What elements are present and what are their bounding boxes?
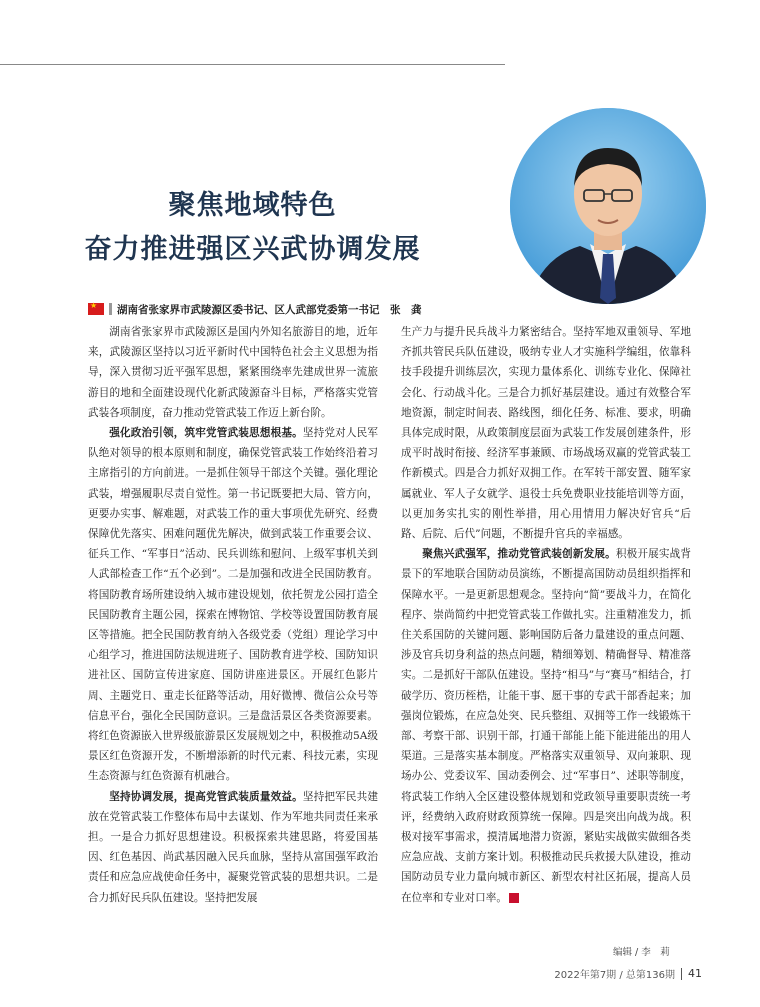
section3-text: 积极开展实战背景下的军地联合国防动员演练，不断提高国防动员组织指挥和保障水平。一是更新思想观念。坚持向“简”要战斗力，在简化程序、崇尚简约中把党管武装工作做扎实。注重精准发力，抓住关系国防的关键问题、影响国防后备力量建设的重点问题、涉及官兵切身利益的热点问题，精细筹划、精确督导、精准落实。二是抓好干部队伍建设。坚持“相马”与“赛马”相结合，打破学历、资历桎梏，让能干事、愿干事的专武干部香起来；加强岗位锻炼，在应急处突、民兵整组、双拥等工作一线锻炼干部、考察干部、识别干部，打通干部能上能下能进能出的用人渠道。三是落实基本制度。严格落实双重领导、双向兼职、现场办公、党委议军、国动委例会、过“军事日”、述职等制度，将武装工作纳入全区建设整体规划和党政领导重要职责统一考评，经费纳入政府财政预算统一保障。四是突出向战为战。积极对接军事需求，摸清属地潜力资源，紧贴实战做实做细各类应急应战、支前方案计划。积极推动民兵救援大队建设，推动国防动员专业力量向城市新区、新型农村社区拓展，提高人员在位率和专业对口率。 <box>401 548 692 904</box>
paragraph-section2 <box>88 787 378 908</box>
section1-text: 坚持党对人民军队绝对领导的根本原则和制度，确保党管武装工作始终沿着习主席指引的方向前进。一是抓住领导干部这个关键。强化理论武装，增强履职尽责自觉性。第一书记既要把大局、管方向，更要办实事、解难题，对武装工作的重大事项优先研究、经费保障优先落实、困难问题优先解决，做到武装工作重要会议、征兵工作、“军事日”活动、民兵训练和慰问、上级军事机关到人武部检查工作“五个必到”。二是加强和改进全民国防教育。将国防教育场所建设纳入城市建设规划，依托贺龙公园打造全民国防教育主题公园，探索在博物馆、学校等设置国防教育展区等措施。把全民国防教育纳入各级党委（党组）理论学习中心组学习，推进国防法规进班子、国防教育进学校、国防知识进社区、国防宣传进家庭、国防讲座进景区。开展红色影片周、主题党日、重走长征路等活动，用好微博、微信公众号等信息平台，强化全民国防意识。三是盘活景区各类资源要素。将红色资源嵌入世界级旅游景区发展规划之中，积极推动5A级景区红色资源开发，不断增添新的时代元素、科技元素，实现生态资源与红色资源有机融合。 <box>88 427 379 783</box>
article-title-line2: 奋力推进强区兴武协调发展 <box>84 234 421 265</box>
footer-separator <box>681 968 682 980</box>
paragraph-intro: 湖南省张家界市武陵源区是国内外知名旅游目的地，近年来，武陵源区坚持以习近平新时代中国特色社会主义思想为指导，深入贯彻习近平强军思想，紧紧围绕率先建成世界一流旅游目的地和全面建设现代化新武陵源奋斗目标，严格落实党管武装各项制度，奋力推动党管武装工作迈上新台阶。 <box>88 326 378 419</box>
portrait-image <box>510 108 706 304</box>
editor-credit: 编辑 / 李 莉 <box>613 947 670 958</box>
author-portrait <box>510 108 706 304</box>
section3-heading: 聚焦兴武强军，推动党管武装创新发展。 <box>422 548 616 561</box>
page-footer <box>554 966 702 981</box>
paragraph-section3 <box>401 544 691 908</box>
paragraph-section2-continued: 生产力与提升民兵战斗力紧密结合。坚持军地双重领导、军地齐抓共管民兵队伍建设，吸纳专业人才实施科学编组，依靠科技手段提升训练层次，实现力量体系化、训练专业化、保障社会化、行动战斗化。三是合力抓好基层建设。通过有效整合军地资源，制定时间表、路线图，细化任务、标准、要求，明确具体完成时限，从政策制度层面为武装工作发展创建条件，形成平时战时衔接、经济军事兼顾、市场战场双赢的党管武装工作新模式。四是合力抓好双拥工作。在军转干部安置、随军家属就业、军人子女就学、退役士兵免费职业技能培训等方面，以更加务实扎实的刚性举措，用心用情用力解决好官兵“后路、后院、后代”问题，不断提升官兵的幸福感。 <box>401 326 691 541</box>
byline <box>88 301 422 317</box>
section1-heading: 强化政治引领，筑牢党管武装思想根基。 <box>109 427 303 440</box>
right-column <box>401 322 691 908</box>
flag-icon <box>88 303 104 315</box>
byline-text: 湖南省张家界市武陵源区委书记、区人武部党委第一书记 张 龚 <box>117 303 422 316</box>
section2-text: 坚持把军民共建放在党管武装工作整体布局中去谋划、作为军地共同责任来承担。一是合力抓好思想建设。积极探索共建思路，将爱国基因、红色基因、尚武基因融入民兵血脉，坚持从富国强军政治责任和应急应战使命任务中，凝聚党管武装的思想共识。二是合力抓好民兵队伍建设。坚持把发展 <box>88 790 379 904</box>
paragraph-section1 <box>88 423 378 787</box>
issue-info: 2022年第7期 / 总第136期 <box>554 970 675 981</box>
divider-bar <box>109 303 112 315</box>
page-number: 41 <box>688 967 702 980</box>
top-rule <box>0 64 505 65</box>
end-mark-icon: G <box>509 893 519 903</box>
left-column <box>88 322 378 908</box>
article-title-line1: 聚焦地域特色 <box>168 190 337 221</box>
section2-heading: 坚持协调发展，提高党管武装质量效益。 <box>109 790 303 803</box>
